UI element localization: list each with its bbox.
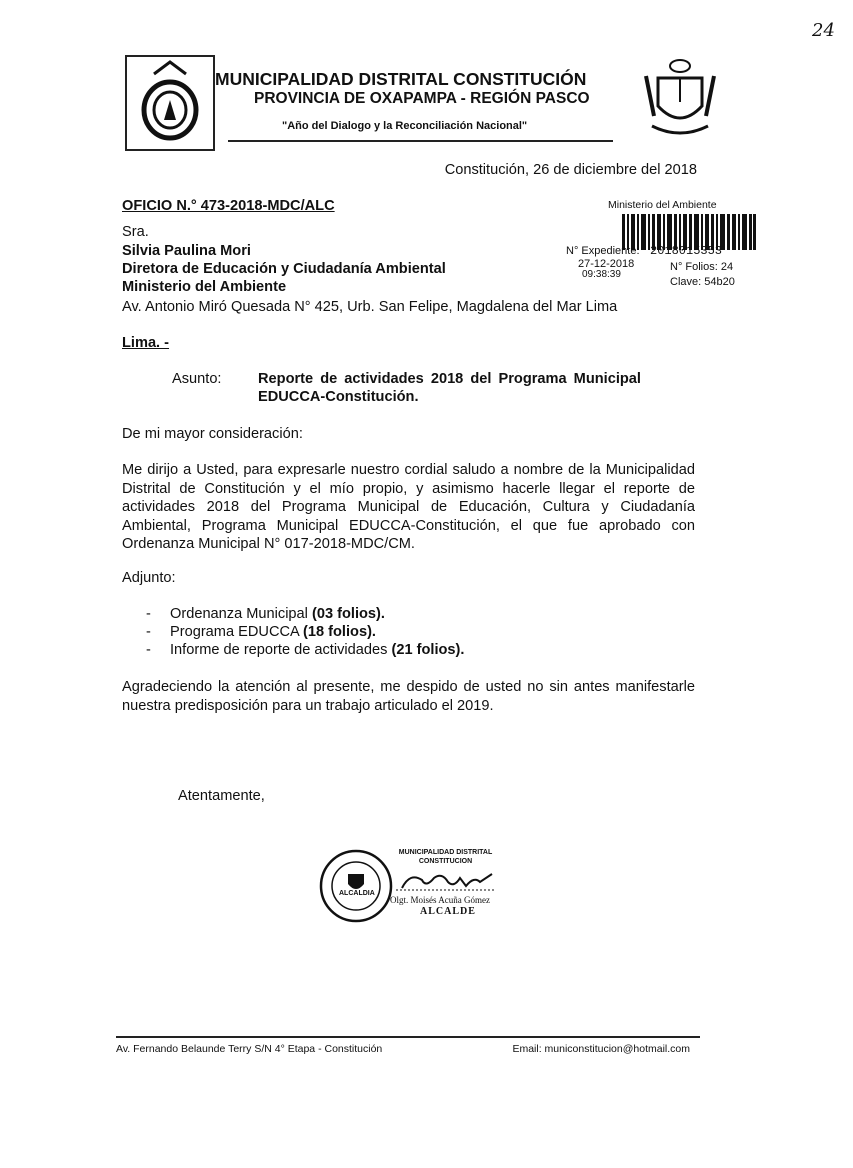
recipient-position: Diretora de Educación y Ciudadanía Ambiental xyxy=(122,261,446,277)
subject-line-2: EDUCCA-Constitución. xyxy=(258,389,419,405)
stamp-date: 27-12-2018 xyxy=(578,258,635,270)
stamp-time: 09:38:39 xyxy=(582,269,621,280)
attachments-label: Adjunto: xyxy=(122,570,176,586)
stamp-clave: Clave: 54b20 xyxy=(670,276,735,288)
reference-number: OFICIO N.° 473-2018-MDC/ALC xyxy=(122,198,335,214)
recipient-org: Ministerio del Ambiente xyxy=(122,279,287,295)
footer-divider xyxy=(116,1036,700,1038)
attachment-item: - Ordenanza Municipal (03 folios). xyxy=(146,606,385,622)
stamp-org: Ministerio del Ambiente xyxy=(608,199,717,211)
body-paragraph: Me dirijo a Usted, para expresarle nuestro cordial saludo a nombre de la Municipalidad Distrital de Constitución y el mío propio, y asimismo hacerle llegar el reporte de actividades 2018 del Programa Municipal de Educación, Cultura y Ciudadanía Ambiental, Programa Municipal EDUCCA-Constitución, el que fue aprobado con Ordenanza Municipal N° 017-2018-MDC/CM. xyxy=(122,462,695,552)
date-line: Constitución, 26 de diciembre del 2018 xyxy=(444,162,697,178)
closing-paragraph: Agradeciendo la atención al presente, me despido de usted no sin antes manifestarle nuestra predisposición para un trabajo articulado el 2019. xyxy=(122,679,695,714)
subject-label: Asunto: xyxy=(172,371,222,387)
stamp-expediente: 2018015353 xyxy=(650,244,723,258)
stamp-expediente-label: N° Expediente: xyxy=(566,245,640,257)
attachment-item: - Informe de reporte de actividades (21 folios). xyxy=(146,642,465,658)
recipient-name: Silvia Paulina Mori xyxy=(122,243,251,259)
handwritten-signature xyxy=(396,866,506,896)
sign-off: Atentamente, xyxy=(178,788,265,804)
municipal-emblem-logo xyxy=(124,54,216,152)
seal-text: ALCALDIA xyxy=(339,890,375,897)
recipient-address: Av. Antonio Miró Quesada N° 425, Urb. San Felipe, Magdalena del Mar Lima xyxy=(122,299,618,315)
alcaldia-seal xyxy=(318,848,394,924)
attachment-item: - Programa EDUCCA (18 folios). xyxy=(146,624,376,640)
letterhead-title: MUNICIPALIDAD DISTRITAL CONSTITUCIÓN xyxy=(215,69,587,89)
signature-org: MUNICIPALIDAD DISTRITAL CONSTITUCION xyxy=(398,849,493,865)
letterhead-subtitle: PROVINCIA DE OXAPAMPA - REGIÓN PASCO xyxy=(254,90,590,107)
greeting: De mi mayor consideración: xyxy=(122,426,303,442)
footer-email: Email: municonstitucion@hotmail.com xyxy=(512,1043,690,1055)
footer-address: Av. Fernando Belaunde Terry S/N 4° Etapa - Constitución xyxy=(116,1043,383,1055)
page-number: 24 xyxy=(812,20,835,41)
subject-line-1: Reporte de actividades 2018 del Programa Municipal xyxy=(258,371,641,387)
recipient-salutation: Sra. xyxy=(122,224,149,240)
signatory-title: ALCALDE xyxy=(420,906,476,917)
recipient-city: Lima. - xyxy=(122,335,170,351)
signatory-name: Olgt. Moisés Acuña Gómez xyxy=(390,895,490,905)
peru-coat-of-arms-logo xyxy=(640,56,720,140)
letterhead-divider xyxy=(228,140,613,142)
stamp-folios: N° Folios: 24 xyxy=(670,261,734,273)
letterhead-motto: "Año del Dialogo y la Reconciliación Nacional" xyxy=(282,120,528,132)
